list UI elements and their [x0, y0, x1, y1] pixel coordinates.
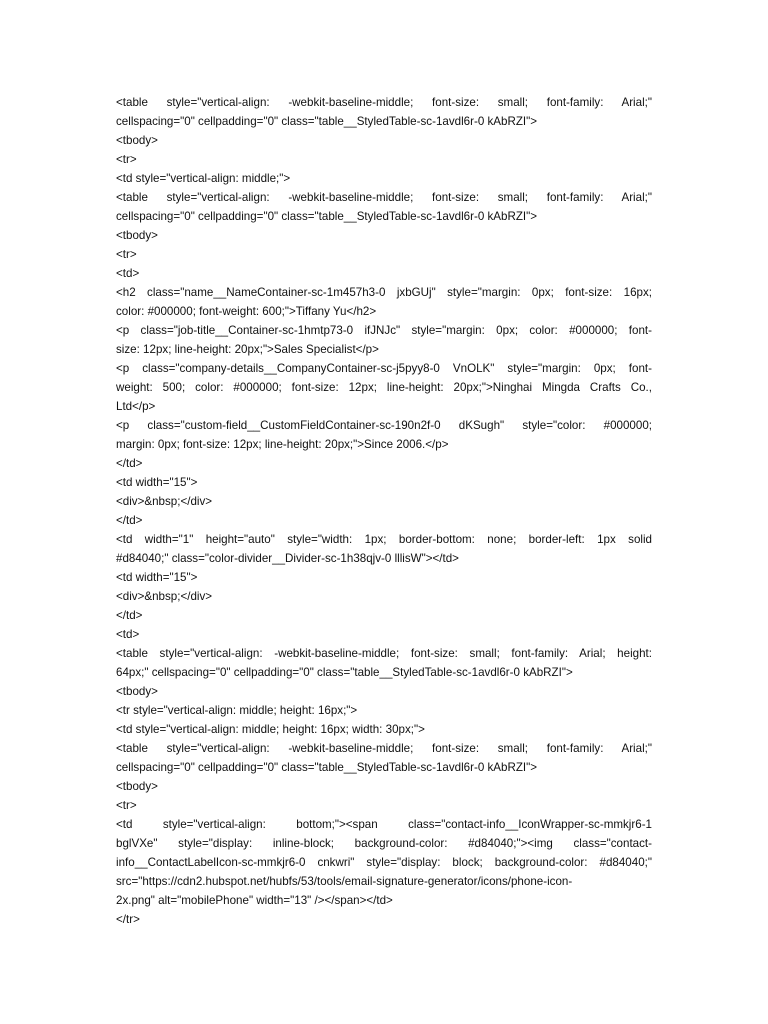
code-line: <tbody>: [116, 134, 158, 147]
code-line: weight: 500; color: #000000; font-size: 12px; line-height: 20px;">Ninghai Mingda Crafts Co.,: [116, 381, 652, 394]
code-line: <tr>: [116, 248, 137, 261]
code-line: cellspacing="0" cellpadding="0" class="table__StyledTable-sc-1avdl6r-0 kAbRZI">: [116, 210, 538, 223]
code-line: 2x.png" alt="mobilePhone" width="13" /></span></td>: [116, 894, 393, 907]
code-line: 64px;" cellspacing="0" cellpadding="0" class="table__StyledTable-sc-1avdl6r-0 kAbRZI">: [116, 666, 573, 679]
code-line: color: #000000; font-weight: 600;">Tiffany Yu</h2>: [116, 305, 377, 318]
code-line: <p class="custom-field__CustomFieldContainer-sc-190n2f-0 dKSugh" style="color: #000000;: [116, 419, 652, 432]
code-line: <td style="vertical-align: bottom;"><span class="contact-info__IconWrapper-sc-mmkjr6-1: [116, 818, 652, 831]
code-line: margin: 0px; font-size: 12px; line-height: 20px;">Since 2006.</p>: [116, 438, 449, 451]
code-line: <table style="vertical-align: -webkit-baseline-middle; font-size: small; font-family: Arial;": [116, 191, 652, 204]
code-line: </td>: [116, 514, 143, 527]
code-line: <tbody>: [116, 780, 158, 793]
code-line: <div>&nbsp;</div>: [116, 590, 213, 603]
code-line: info__ContactLabelIcon-sc-mmkjr6-0 cnkwri" style="display: block; background-color: #d84040;": [116, 856, 652, 869]
code-line: <td style="vertical-align: middle; height: 16px; width: 30px;">: [116, 723, 425, 736]
code-line: </td>: [116, 457, 143, 470]
code-line: <p class="job-title__Container-sc-1hmtp73-0 ifJNJc" style="margin: 0px; color: #000000; font-: [116, 324, 652, 337]
code-line: src="https://cdn2.hubspot.net/hubfs/53/tools/email-signature-generator/icons/phone-icon-: [116, 875, 573, 888]
code-line: <div>&nbsp;</div>: [116, 495, 213, 508]
code-line: <table style="vertical-align: -webkit-baseline-middle; font-size: small; font-family: Arial; height:: [116, 647, 652, 660]
code-line: cellspacing="0" cellpadding="0" class="table__StyledTable-sc-1avdl6r-0 kAbRZI">: [116, 115, 538, 128]
code-line: <tr>: [116, 799, 137, 812]
code-line: <td width="15">: [116, 476, 198, 489]
code-line: #d84040;" class="color-divider__Divider-sc-1h38qjv-0 lllisW"></td>: [116, 552, 459, 565]
code-line: <table style="vertical-align: -webkit-baseline-middle; font-size: small; font-family: Arial;": [116, 96, 652, 109]
code-line: <td>: [116, 628, 140, 641]
code-line: <td width="1" height="auto" style="width: 1px; border-bottom: none; border-left: 1px solid: [116, 533, 652, 546]
code-line: <tr>: [116, 153, 137, 166]
code-line: <tr style="vertical-align: middle; height: 16px;">: [116, 704, 358, 717]
code-line: Ltd</p>: [116, 400, 156, 413]
code-line: bglVXe" style="display: inline-block; background-color: #d84040;"><img class="contact-: [116, 837, 652, 850]
code-line: <td>: [116, 267, 140, 280]
document-page: [116, 93, 652, 929]
code-line: <td width="15">: [116, 571, 198, 584]
code-line: cellspacing="0" cellpadding="0" class="table__StyledTable-sc-1avdl6r-0 kAbRZI">: [116, 761, 538, 774]
code-line: </tr>: [116, 913, 140, 926]
code-line: <table style="vertical-align: -webkit-baseline-middle; font-size: small; font-family: Arial;": [116, 742, 652, 755]
code-line: <td style="vertical-align: middle;">: [116, 172, 291, 185]
code-line: </td>: [116, 609, 143, 622]
code-line: <p class="company-details__CompanyContainer-sc-j5pyy8-0 VnOLK" style="margin: 0px; font-: [116, 362, 652, 375]
code-line: <h2 class="name__NameContainer-sc-1m457h3-0 jxbGUj" style="margin: 0px; font-size: 16px;: [116, 286, 652, 299]
code-line: size: 12px; line-height: 20px;">Sales Specialist</p>: [116, 343, 379, 356]
code-line: <tbody>: [116, 229, 158, 242]
code-line: <tbody>: [116, 685, 158, 698]
